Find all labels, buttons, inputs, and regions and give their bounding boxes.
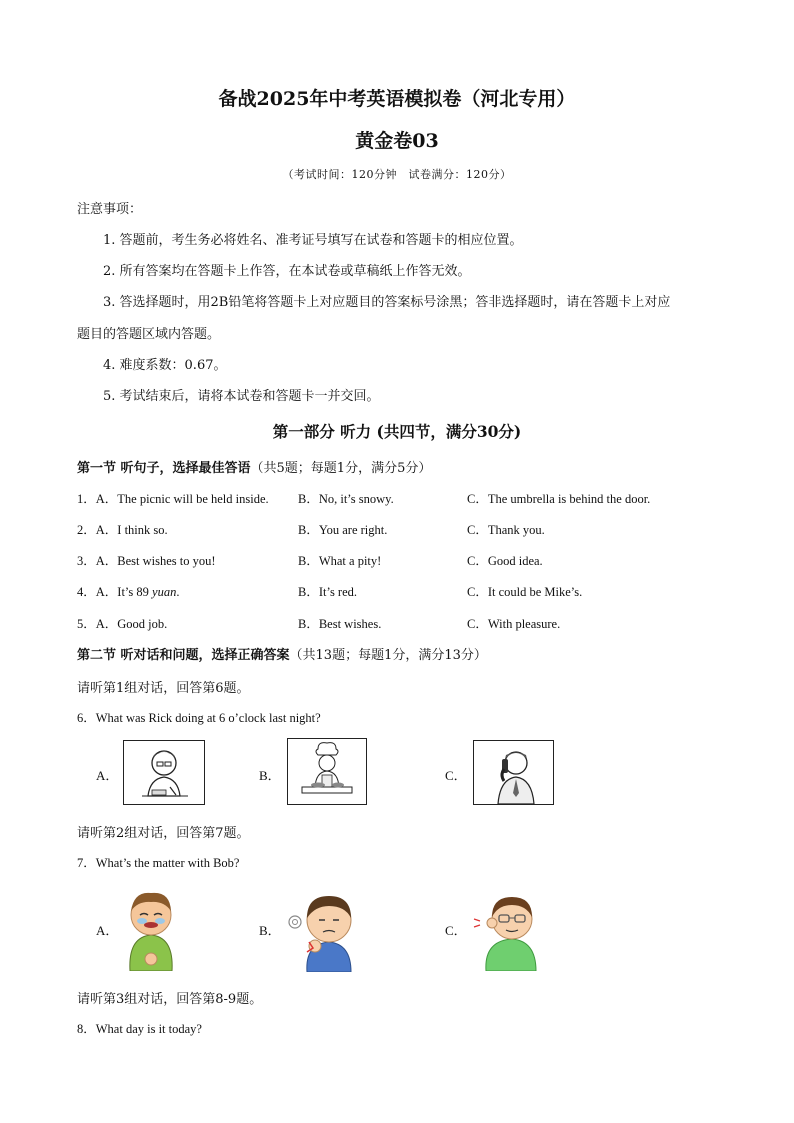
q2-option-b: B．You are right. bbox=[298, 523, 388, 537]
q3-option-a: 3．A．Best wishes to you! bbox=[77, 554, 216, 568]
q7-image-b bbox=[285, 884, 363, 972]
q7-label-c: C． bbox=[445, 923, 467, 938]
toothache-boy-icon bbox=[285, 884, 363, 972]
part-title: 第一部分 听力 (共四节，满分30分) bbox=[272, 422, 522, 441]
q8-question: 8．What day is it today? bbox=[77, 1022, 202, 1036]
q6-label-a: A． bbox=[96, 768, 119, 783]
section2-title: 第二节 听对话和问题，选择正确答案 bbox=[77, 648, 290, 663]
q5-option-a: 5．A．Good job. bbox=[77, 617, 168, 631]
section1-info: （共5题；每题1分，满分5分） bbox=[250, 461, 432, 476]
crying-boy-icon bbox=[120, 885, 182, 971]
note-item-1: 1. 答题前，考生务必将姓名、准考证号填写在试卷和答题卡的相应位置。 bbox=[103, 233, 523, 248]
boy-with-glasses-icon bbox=[472, 887, 546, 971]
exam-title: 备战2025年中考英语模拟卷（河北专用） bbox=[218, 88, 576, 110]
q4-option-a-end: . bbox=[176, 585, 180, 599]
q4-option-a-text: 4．A．It’s 89 bbox=[77, 585, 153, 599]
q6-image-b bbox=[287, 738, 367, 805]
exam-info: （考试时间：120分钟 试卷满分：120分） bbox=[282, 168, 512, 181]
group3-instruction: 请听第3组对话，回答第8-9题。 bbox=[77, 992, 263, 1007]
q7-label-a: A． bbox=[96, 923, 119, 938]
q3-option-c: C．Good idea. bbox=[467, 554, 543, 568]
q3-option-b: B．What a pity! bbox=[298, 554, 382, 568]
note-item-5: 5. 考试结束后，请将本试卷和答题卡一并交回。 bbox=[103, 389, 380, 404]
group2-instruction: 请听第2组对话，回答第7题。 bbox=[77, 826, 250, 841]
q5-option-c: C．With pleasure. bbox=[467, 617, 561, 631]
note-item-3-cont: 题目的答题区域内答题。 bbox=[77, 327, 221, 342]
q1-option-c: C．The umbrella is behind the door. bbox=[467, 492, 651, 506]
q6-label-c: C． bbox=[445, 768, 467, 783]
notes-title: 注意事项： bbox=[77, 202, 143, 217]
q6-question: 6．What was Rick doing at 6 o’clock last night? bbox=[77, 711, 321, 725]
note-item-2: 2. 所有答案均在答题卡上作答，在本试卷或草稿纸上作答无效。 bbox=[103, 264, 471, 279]
section2-heading bbox=[77, 644, 487, 663]
q7-question: 7．What’s the matter with Bob? bbox=[77, 856, 240, 870]
note-item-3: 3. 答选择题时，用2B铅笔将答题卡上对应题目的答案标号涂黑；答非选择题时，请在答题卡上对应 bbox=[103, 295, 671, 310]
group1-instruction: 请听第1组对话，回答第6题。 bbox=[77, 681, 250, 696]
q6-image-a bbox=[123, 740, 205, 805]
q1-option-a: 1．A．The picnic will be held inside. bbox=[77, 492, 269, 506]
q4-option-b: B．It’s red. bbox=[298, 585, 358, 599]
boy-writing-icon bbox=[124, 741, 204, 804]
q7-image-a bbox=[120, 885, 182, 971]
q1-option-b: B．No, it’s snowy. bbox=[298, 492, 394, 506]
q6-label-b: B． bbox=[259, 768, 281, 783]
q4-option-c: C．It could be Mike’s. bbox=[467, 585, 583, 599]
boy-cooking-icon bbox=[288, 739, 366, 804]
q7-image-c bbox=[472, 887, 546, 971]
section1-heading bbox=[77, 457, 431, 476]
q6-image-c bbox=[473, 740, 554, 805]
section2-info: （共13题；每题1分，满分13分） bbox=[289, 648, 487, 663]
q7-label-b: B． bbox=[259, 923, 281, 938]
q2-option-c: C．Thank you. bbox=[467, 523, 545, 537]
note-item-4: 4. 难度系数：0.67。 bbox=[103, 358, 227, 373]
q4-option-a bbox=[77, 582, 179, 600]
exam-subtitle: 黄金卷03 bbox=[355, 130, 439, 152]
q5-option-b: B．Best wishes. bbox=[298, 617, 382, 631]
section1-title: 第一节 听句子，选择最佳答语 bbox=[77, 461, 251, 476]
q2-option-a: 2．A．I think so. bbox=[77, 523, 168, 537]
q4-option-a-emphasis: yuan bbox=[152, 585, 177, 599]
man-on-phone-icon bbox=[474, 741, 553, 804]
